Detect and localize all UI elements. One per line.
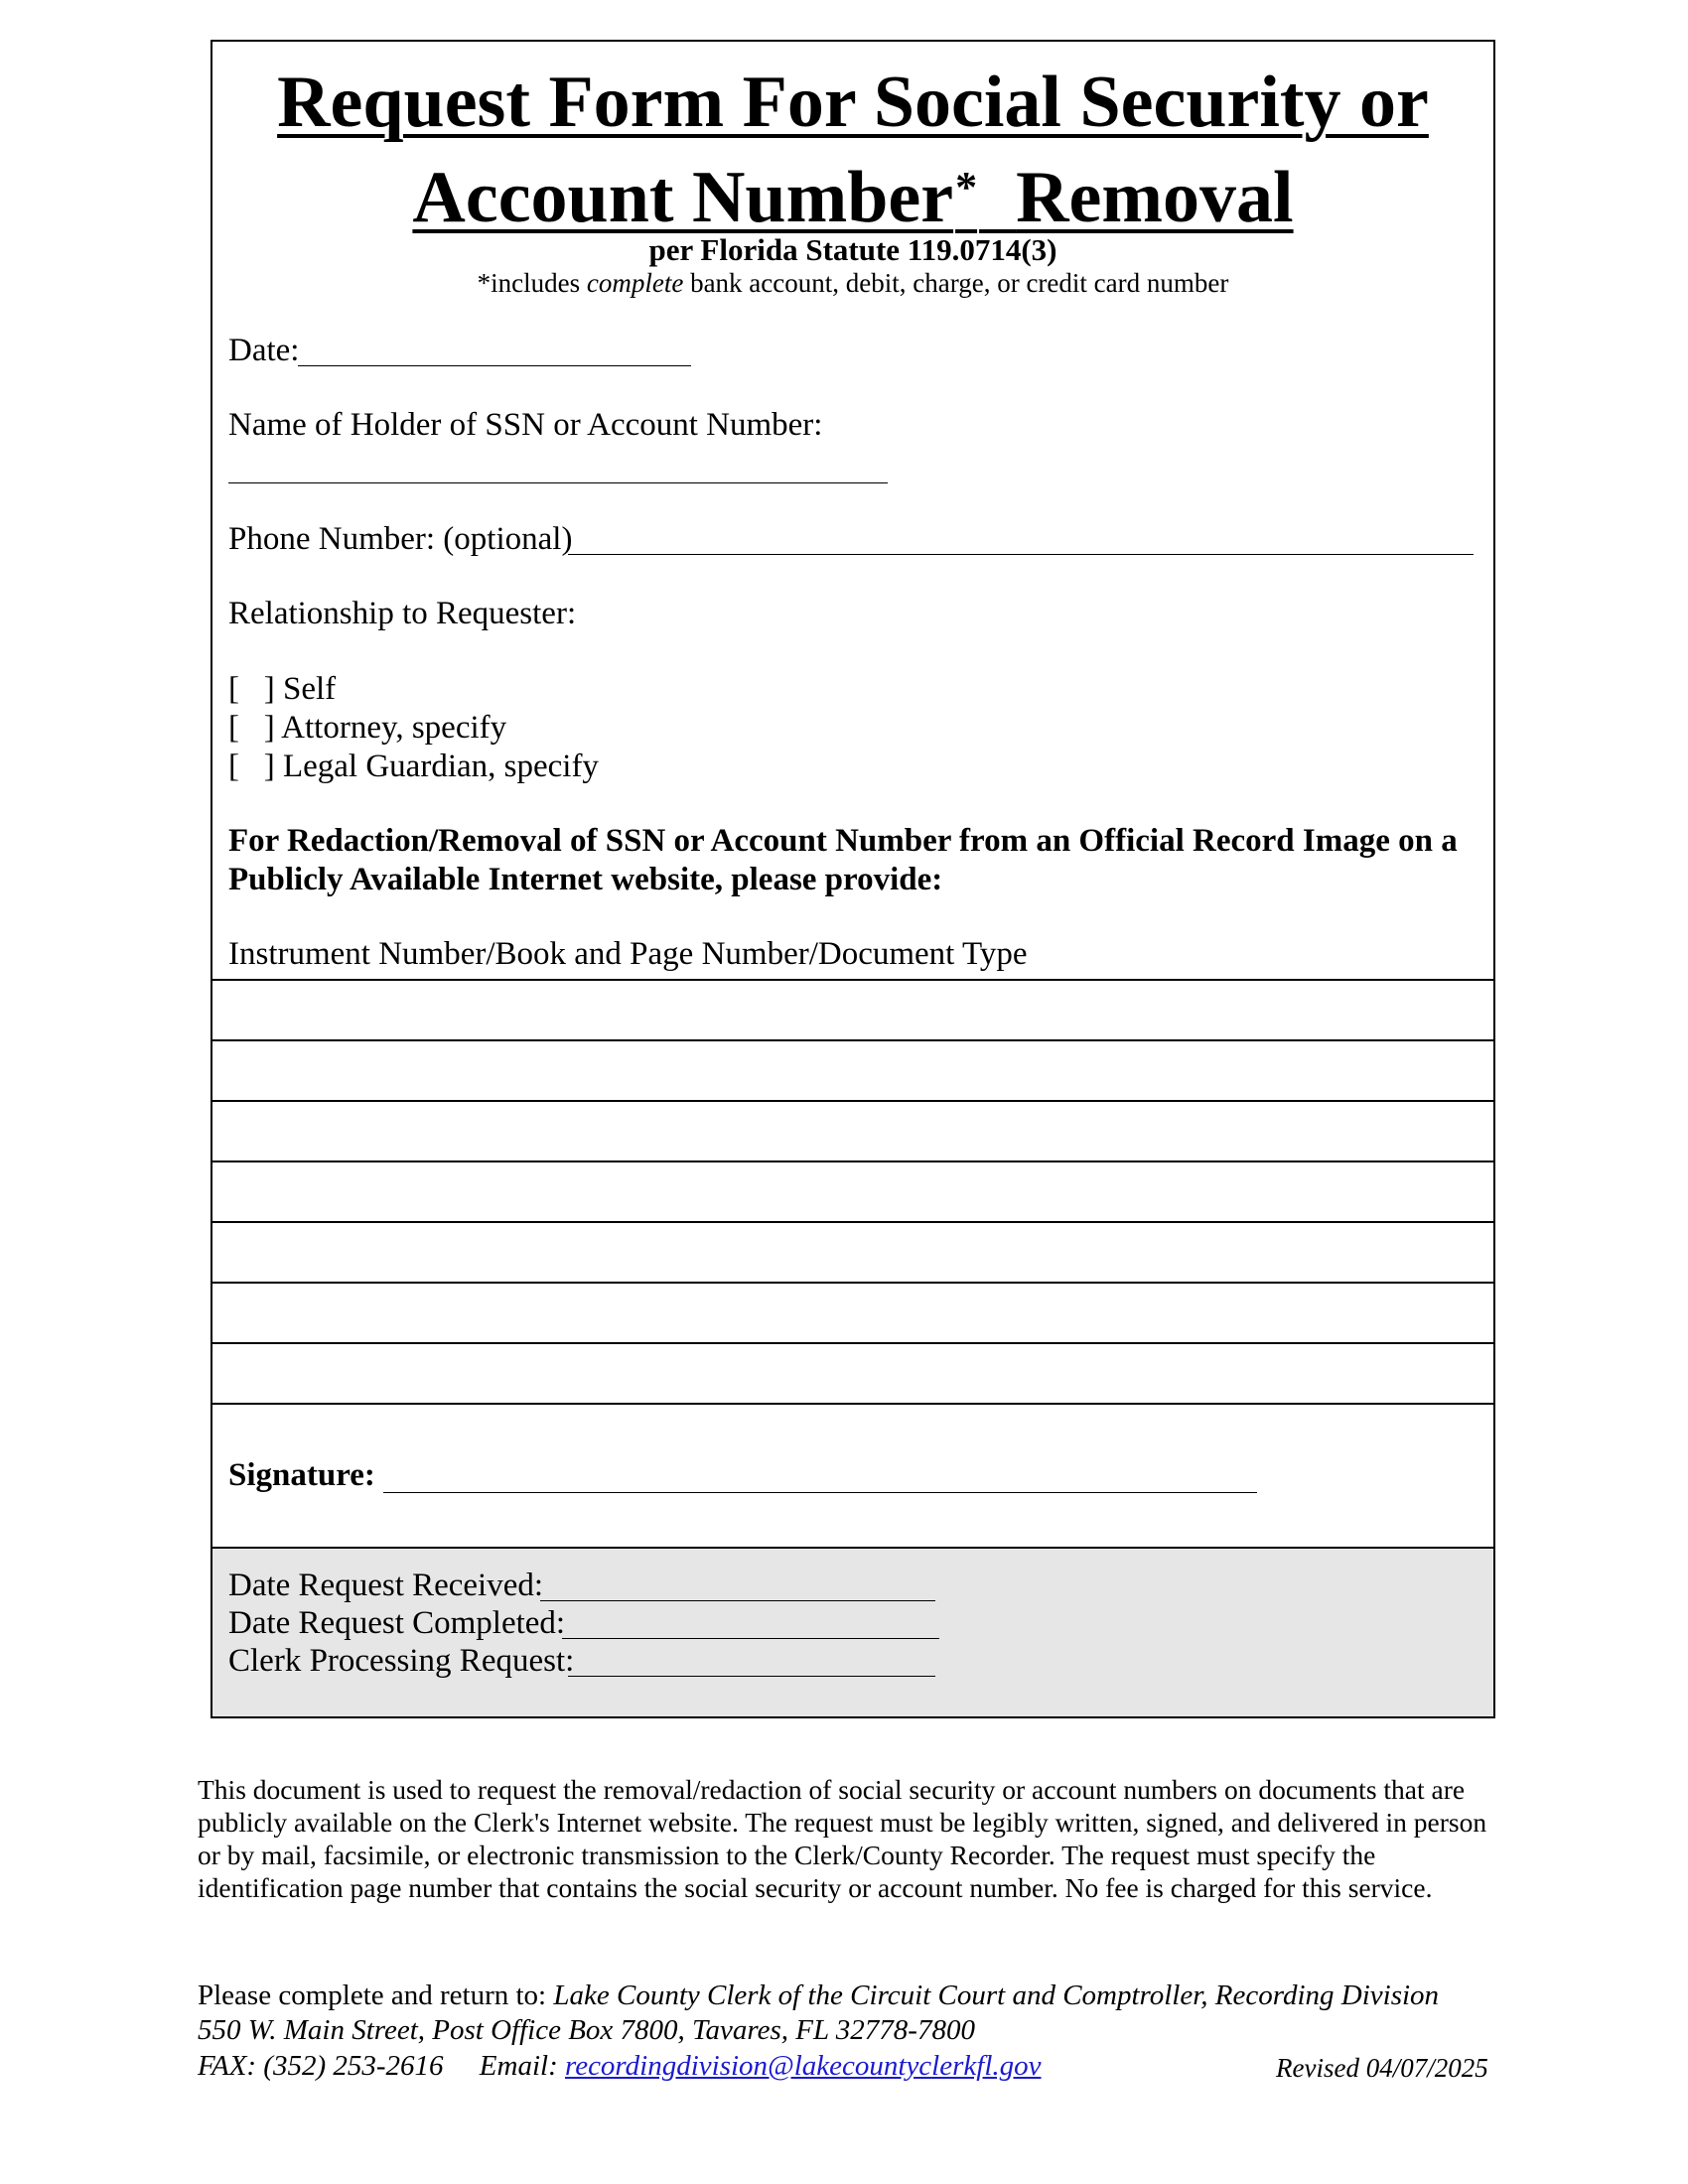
office-name: Lake County Clerk of the Circuit Court and Comptroller, Recording Division xyxy=(553,1979,1440,2011)
redaction-heading-line-2: Publicly Available Internet website, please provide: xyxy=(228,862,943,897)
entry-row-divider xyxy=(212,979,1493,981)
request-form xyxy=(211,40,1495,1718)
title-asterisk: * xyxy=(955,163,978,211)
phone-label: Phone Number: (optional) xyxy=(228,521,573,557)
holder-name-field[interactable] xyxy=(228,482,888,483)
fax-number: FAX: (352) 253-2616 xyxy=(198,2050,444,2082)
option-legal-guardian[interactable]: [ ] Legal Guardian, specify xyxy=(228,749,599,784)
entry-row-divider xyxy=(212,1039,1493,1041)
date-label: Date: xyxy=(228,333,300,368)
clerk-processing-label: Clerk Processing Request: xyxy=(228,1643,575,1679)
phone-field[interactable] xyxy=(568,554,1474,555)
clerk-processing-field[interactable] xyxy=(568,1676,935,1677)
title-account-number: Account Number xyxy=(412,157,954,238)
address-line: 550 W. Main Street, Post Office Box 7800, Tavares, FL 32778-7800 xyxy=(198,2014,975,2046)
date-completed-field[interactable] xyxy=(562,1638,939,1639)
date-received-label: Date Request Received: xyxy=(228,1568,544,1603)
entry-row-divider xyxy=(212,1221,1493,1223)
date-completed-label: Date Request Completed: xyxy=(228,1605,566,1641)
option-self-checkbox[interactable]: [ ] xyxy=(228,671,275,707)
entry-row-divider xyxy=(212,1100,1493,1102)
revision-date: Revised 04/07/2025 xyxy=(1276,2053,1488,2083)
form-title-line-1: Request Form For Social Security or xyxy=(277,62,1429,143)
signature-label: Signature: xyxy=(228,1457,375,1493)
entry-row-divider xyxy=(212,1403,1493,1405)
title-removal: Removal xyxy=(1016,157,1294,238)
entry-row-divider xyxy=(212,1342,1493,1344)
return-label: Please complete and return to: xyxy=(198,1979,554,2011)
includes-note: *includes complete bank account, debit, charge, or credit card number xyxy=(477,268,1229,298)
relationship-label: Relationship to Requester: xyxy=(228,596,577,631)
holder-label: Name of Holder of SSN or Account Number: xyxy=(228,407,823,443)
email-link[interactable]: recordingdivision@lakecountyclerkfl.gov xyxy=(564,2050,1042,2082)
instrument-columns-label: Instrument Number/Book and Page Number/Document Type xyxy=(228,936,1028,972)
email-label: Email: xyxy=(479,2050,565,2082)
statute-reference: per Florida Statute 119.0714(3) xyxy=(648,232,1057,267)
option-guardian-checkbox[interactable]: [ ] xyxy=(228,749,275,784)
option-attorney-checkbox[interactable]: [ ] xyxy=(228,710,275,746)
entry-row-divider xyxy=(212,1160,1493,1162)
option-self[interactable]: [ ] Self xyxy=(228,671,337,707)
return-to-line xyxy=(198,1979,1439,2012)
notice-paragraph: This document is used to request the removal/redaction of social security or account numbers on documents that are publicly available on the Clerk's Internet website. The request must be legibly written, signed, and delivered in person or by mail, facsimile, or electronic transmission to the Clerk/County Recorder. The request must specify the identification page number that contains the social security or account number. No fee is charged for this service. xyxy=(198,1774,1487,1903)
contact-line xyxy=(198,2049,1042,2083)
redaction-heading-line-1: For Redaction/Removal of SSN or Account Number from an Official Record Image on a xyxy=(228,823,1458,859)
clerk-use-section xyxy=(212,1547,1493,1716)
signature-field[interactable] xyxy=(383,1492,1257,1493)
form-title-line-2 xyxy=(212,145,1493,240)
date-received-field[interactable] xyxy=(540,1600,935,1601)
entry-row-divider xyxy=(212,1282,1493,1284)
date-field[interactable] xyxy=(298,365,691,366)
option-attorney[interactable]: [ ] Attorney, specify xyxy=(228,710,507,746)
